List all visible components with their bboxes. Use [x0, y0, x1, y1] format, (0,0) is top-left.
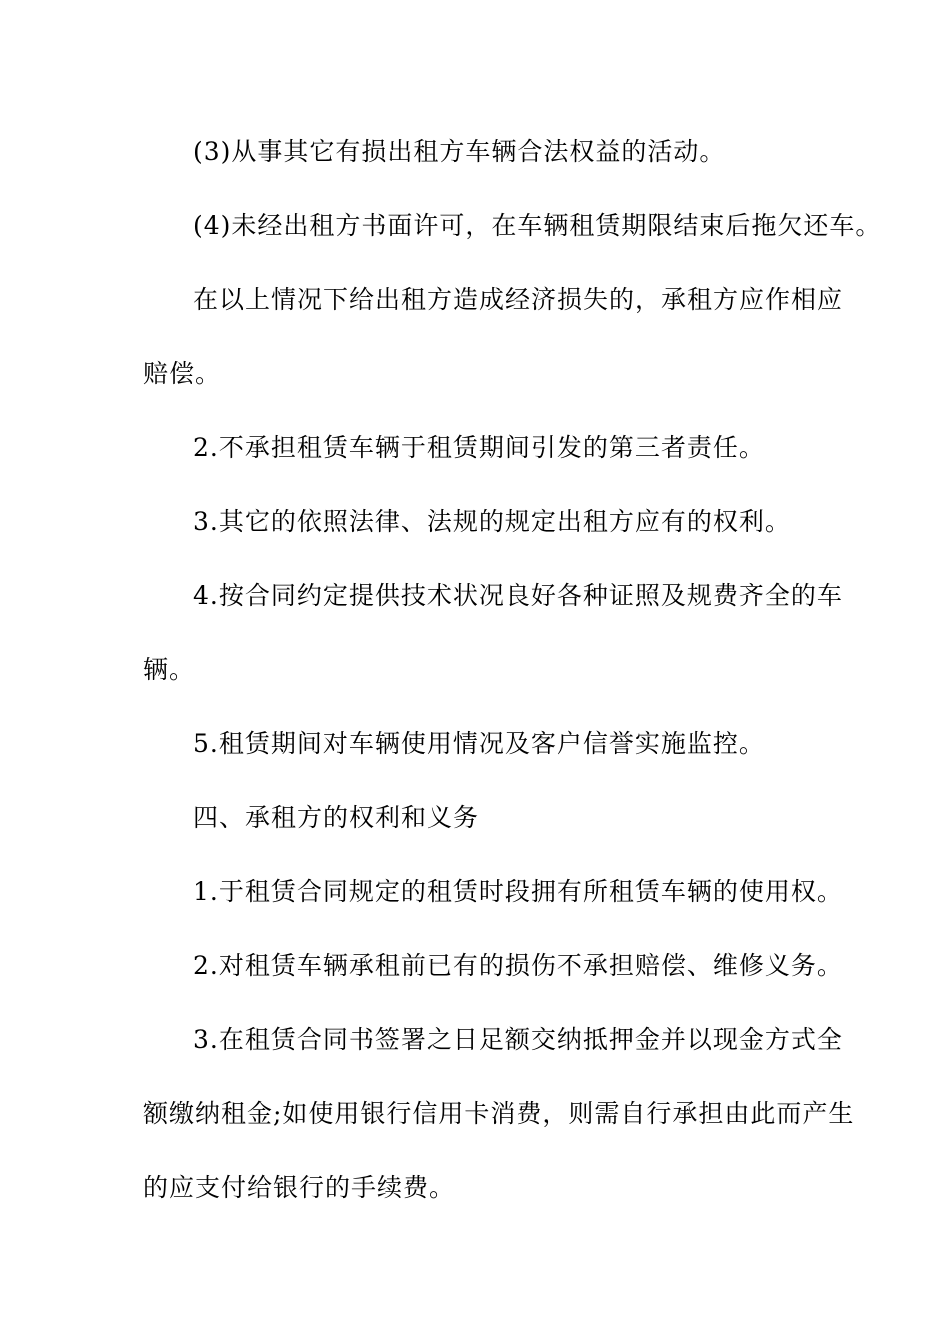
paragraph-line-7: 4.按合同约定提供技术状况良好各种证照及规费齐全的车 [193, 581, 843, 610]
paragraph-line-12: 2.对租赁车辆承租前已有的损伤不承担赔偿、维修义务。 [193, 951, 843, 980]
paragraph-line-6: 3.其它的依照法律、法规的规定出租方应有的权利。 [193, 507, 791, 536]
paragraph-line-3: 在以上情况下给出租方造成经济损失的，承租方应作相应 [193, 285, 844, 314]
paragraph-line-15: 的应支付给银行的手续费。 [143, 1173, 456, 1202]
paragraph-line-13: 3.在租赁合同书签署之日足额交纳抵押金并以现金方式全 [193, 1025, 843, 1054]
paragraph-line-9: 5.租赁期间对车辆使用情况及客户信誉实施监控。 [193, 729, 765, 758]
paragraph-line-11: 1.于租赁合同规定的租赁时段拥有所租赁车辆的使用权。 [193, 877, 843, 906]
paragraph-line-8: 辆。 [143, 655, 196, 684]
paragraph-line-2: (4)未经出租方书面许可，在车辆租赁期限结束后拖欠还车。 [193, 211, 882, 240]
paragraph-line-4: 赔偿。 [143, 359, 222, 388]
paragraph-line-5: 2.不承担租赁车辆于租赁期间引发的第三者责任。 [193, 433, 765, 462]
paragraph-line-14: 额缴纳租金;如使用银行信用卡消费，则需自行承担由此而产生 [143, 1099, 855, 1128]
paragraph-line-1: (3)从事其它有损出租方车辆合法权益的活动。 [193, 137, 726, 166]
section-heading: 四、承租方的权利和义务 [193, 803, 480, 832]
